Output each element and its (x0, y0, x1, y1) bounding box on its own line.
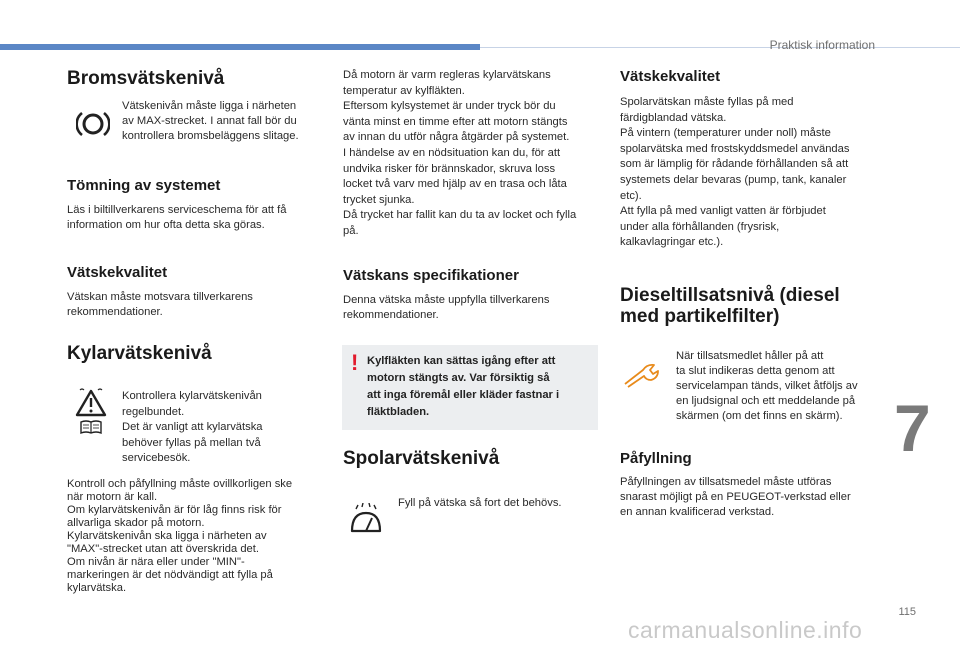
coolant-warning-icon (74, 388, 108, 423)
washer-text: Fyll på vätska så fort det behövs. (398, 497, 562, 509)
page-number: 115 (898, 606, 916, 618)
spec-title: Vätskans specifikationer (343, 267, 519, 284)
drain-title: Tömning av systemet (67, 177, 221, 194)
washer-title: Spolarvätskenivå (343, 448, 500, 469)
chapter-number: 7 (894, 391, 931, 465)
coolant-title: Kylarvätskenivå (67, 343, 212, 364)
diesel-additive-title: Dieseltillsatsnivå (diesel med partikelfilter) (620, 285, 840, 328)
washer-quality-title: Vätskekvalitet (620, 68, 721, 85)
brake-quality-text: Vätskan måste motsvara tillverkarens rekommendationer. (67, 291, 253, 318)
coolant-text: Kontroll och påfyllning måste ovillkorligen ske när motorn är kall. Om kylarvätskenivån är för låg finns risk för allvarliga skador på motorn. Kylarvätskenivån ska ligga i närheten av "MAX"-strecket utan att överskrida det. Om nivån är nära eller under "MIN"- markeringen är det nödvändigt att fylla på kylarvätska. (67, 478, 293, 594)
refill-title: Påfyllning (620, 450, 692, 467)
spec-text: Denna vätska måste uppfylla tillverkarens rekommendationer. (343, 294, 550, 321)
brake-fluid-text: Vätskenivån måste ligga i närheten av MAX-strecket. I annat fall bör du kontrollera bromsbeläggens slitage. (122, 100, 299, 142)
brake-quality-title: Vätskekvalitet (67, 264, 168, 281)
diesel-icon-text: När tillsatsmedlet håller på att ta slut indikeras detta genom att servicelampan tänds, vilket åtföljs av en ljudsignal och ett meddelande på skärmen (om det finns en skärm). (676, 350, 858, 422)
fan-warning-text: Kylfläkten kan sättas igång efter att motorn stängts av. Var försiktig så att inga föremål eller kläder fastnar i fläktbladen. (367, 355, 560, 418)
service-key-icon (623, 362, 663, 393)
fan-warning-box (342, 345, 598, 430)
section-label: Praktisk information (769, 38, 875, 52)
refill-text: Påfyllningen av tillsatsmedel måste utföras snarast möjligt på en PEUGEOT-verkstad eller en annan kvalificerad verkstad. (620, 476, 851, 518)
coolant-icon-text: Kontrollera kylarvätskenivån regelbundet. Det är vanligt att kylarvätska behöver fyllas på mellan två servicebesök. (122, 390, 263, 464)
header-accent-bar (0, 44, 480, 50)
drain-text: Läs i biltillverkarens serviceschema för att få information om hur ofta detta ska göras. (67, 204, 287, 231)
brake-warning-icon (76, 110, 110, 143)
brake-fluid-title: Bromsvätskenivå (67, 68, 225, 89)
washer-quality-text: Spolarvätskan måste fyllas på med färdigblandad vätska. På vintern (temperaturer under noll) måste spolarvätska med frostskyddsmedel användas som är lämplig för rådande förhållanden så att systemets delar bevaras (pump, tank, kanaler etc). Att fylla på med vanligt vatten är förbjudet under alla förhållanden (frysrisk, kalkavlagringar etc.). (620, 96, 850, 249)
coolant-hot-text: Då motorn är varm regleras kylarvätskans temperatur av kylfläkten. Eftersom kylsystemet är under tryck bör du vänta minst en timme efter att motorn stängts av innan du utför några åtgärder på systemet. I händelse av en nödsituation kan du, för att undvika risker för brännskador, skruva loss locket två varv med hjälp av en trasa och låta trycket sjunka. Då trycket har fallit kan du ta av locket och fylla på. (343, 69, 577, 237)
watermark: carmanualsonline.info (628, 617, 863, 643)
manual-book-icon (80, 420, 102, 439)
washer-fluid-icon (348, 503, 384, 542)
warning-mark: ! (351, 350, 359, 375)
